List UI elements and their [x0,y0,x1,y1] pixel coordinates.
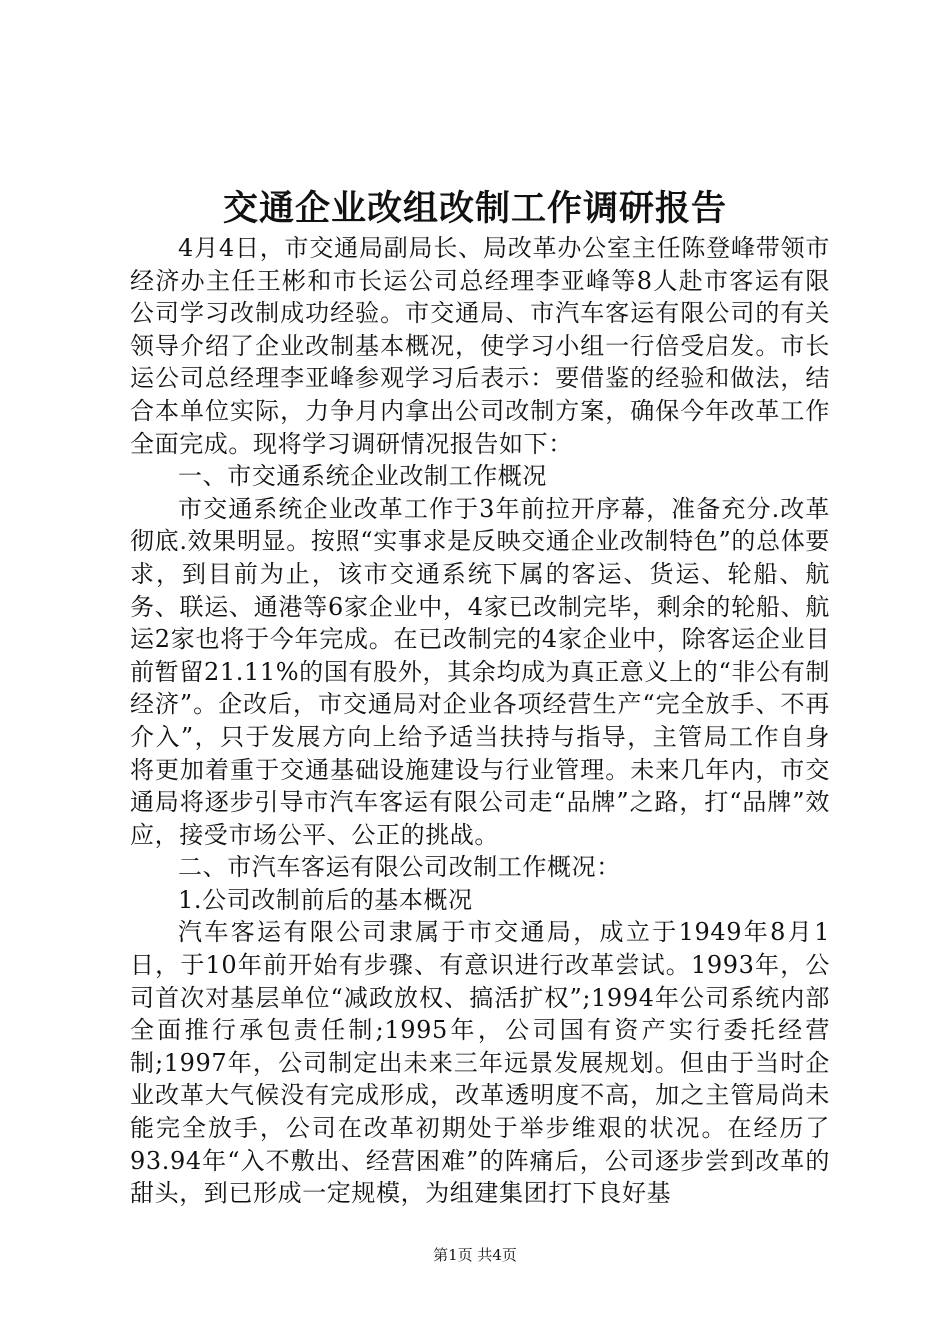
paragraph-section-1: 市交通系统企业改革工作于3年前拉开序幕，准备充分.改革彻底.效果明显。按照“实事求是反映交通企业改制特色”的总体要求，到目前为止，该市交通系统下属的客运、货运、轮船、航务、联运、通港等6家企业中，4家已改制完毕，剩余的轮船、航运2家也将于今年完成。在已改制完的4家企业中，除客运企业目前暂留21.11%的国有股外，其余均成为真正意义上的“非公有制经济”。企改后，市交通局对企业各项经营生产“完全放手、不再介入”，只于发展方向上给予适当扶持与指导，主管局工作自身将更加着重于交通基础设施建设与行业管理。未来几年内，市交通局将逐步引导市汽车客运有限公司走“品牌”之路，打“品牌”效应，接受市场公平、公正的挑战。 [130,494,830,849]
section-heading-2: 二、市汽车客运有限公司改制工作概况： [178,853,621,882]
document-body [130,232,830,1210]
subsection-heading-2-1: 1.公司改制前后的基本概况 [178,885,473,914]
paragraph-intro: 4月4日，市交通局副局长、局改革办公室主任陈登峰带领市经济办主任王彬和市长运公司总经理李亚峰等8人赴市客运有限公司学习改制成功经验。市交通局、市汽车客运有限公司的有关领导介绍了企业改制基本概况，使学习小组一行倍受启发。市长运公司总经理李亚峰参观学习后表示：要借鉴的经验和做法，结合本单位实际，力争月内拿出公司改制方案，确保今年改革工作全面完成。现将学习调研情况报告如下： [130,234,830,458]
document-title: 交通企业改组改制工作调研报告 [222,188,727,229]
page-footer: 第1页 共4页 [433,1246,517,1264]
paragraph-section-2-1: 汽车客运有限公司隶属于市交通局，成立于1949年8月1日，于10年前开始有步骤、有意识进行改革尝试。1993年，公司首次对基层单位“减政放权、搞活扩权”;1994年公司系统内部全面推行承包责任制;1995年，公司国有资产实行委托经营制;1997年，公司制定出未来三年远景发展规划。但由于当时企业改革大气候没有完成形成，改革透明度不高，加之主管局尚未能完全放手，公司在改革初期处于举步维艰的状况。在经历了93.94年“入不敷出、经营困难”的阵痛后，公司逐步尝到改革的甜头，到已形成一定规模，为组建集团打下良好基 [130,918,830,1208]
section-heading-1: 一、市交通系统企业改制工作概况 [178,462,547,491]
